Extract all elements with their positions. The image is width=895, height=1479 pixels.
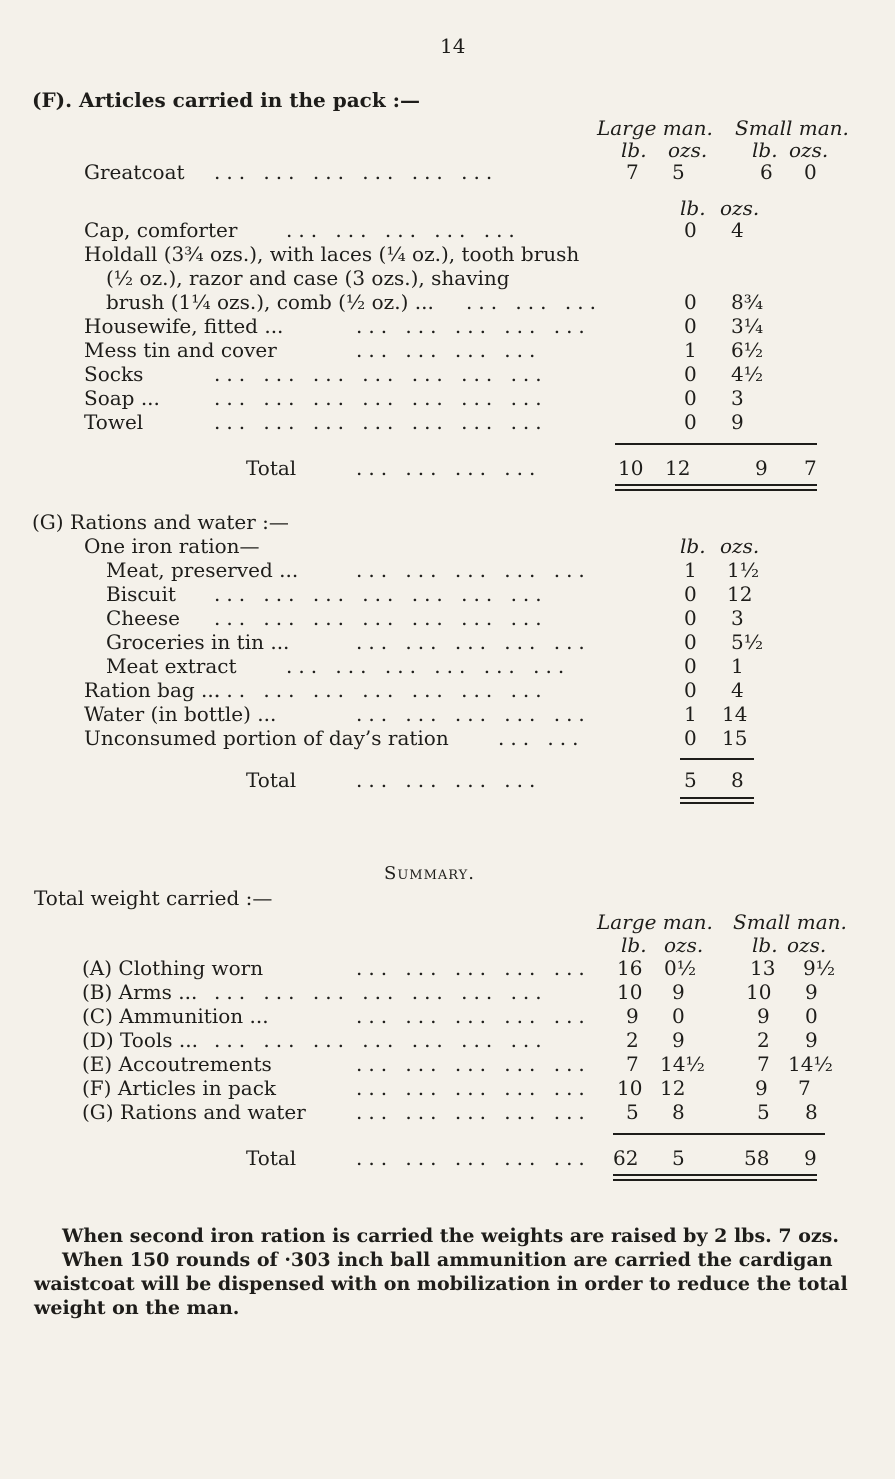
- leader-dots: ... ... ... ... ... ...: [286, 654, 571, 678]
- leader-dots: ... ... ... ... ... ... ...: [214, 606, 548, 630]
- small-lb: 13: [750, 956, 776, 980]
- leader-dots: ... ... ... ... ...: [356, 558, 591, 582]
- leader-dots: ... ... ... ... ...: [356, 702, 591, 726]
- list-item: Cheese: [106, 606, 180, 630]
- item-oz: 3¼: [731, 314, 764, 338]
- unit-lb-large: lb.: [621, 138, 647, 162]
- section-f-heading: (F). Articles carried in the pack :—: [32, 88, 421, 112]
- summary-unit-lb-large: lb.: [621, 933, 647, 957]
- total-small-oz: 7: [804, 456, 817, 480]
- total-large-oz: 12: [665, 456, 691, 480]
- item-lb: 0: [684, 726, 697, 750]
- small-oz: 9: [805, 980, 818, 1004]
- list-item: Meat extract: [106, 654, 237, 678]
- list-item: Ration bag ...: [84, 678, 221, 702]
- total-small-lb: 9: [755, 456, 768, 480]
- unit-ozs-small: ozs.: [789, 138, 829, 162]
- table-row-label: (C) Ammunition ...: [82, 1004, 269, 1028]
- leader-dots: ... ... ... ... ... ... ...: [214, 582, 548, 606]
- item-lb: 1: [684, 558, 697, 582]
- summary-col-large-label: Large man.: [597, 910, 713, 934]
- item-oz: 5½: [731, 630, 764, 654]
- item-oz: 4: [731, 218, 744, 242]
- item-lb: 0: [684, 410, 697, 434]
- leader-dots: ... ... ... ... ... ... ...: [214, 410, 548, 434]
- item-oz: 9: [731, 410, 744, 434]
- small-lb: 5: [757, 1100, 770, 1124]
- leader-dots: ... ... ... ...: [356, 338, 542, 362]
- item-lb: 1: [684, 338, 697, 362]
- note-line: When second iron ration is carried the weights are raised by 2 lbs. 7 ozs.: [62, 1225, 839, 1247]
- small-oz: 9: [805, 1028, 818, 1052]
- large-lb: 2: [626, 1028, 639, 1052]
- table-row-label: (D) Tools ...: [82, 1028, 198, 1052]
- summary-intro: Total weight carried :—: [34, 886, 273, 910]
- leader-dots: ... ... ... ... ...: [356, 1052, 591, 1076]
- unit-ozs-f-items: ozs.: [720, 196, 760, 220]
- large-oz: 9: [672, 1028, 685, 1052]
- small-lb: 2: [757, 1028, 770, 1052]
- item-oz: 4½: [731, 362, 764, 386]
- leader-dots: ... ... ... ... ...: [356, 1076, 591, 1100]
- list-item: Holdall (3¾ ozs.), with laces (¼ oz.), tooth brush: [84, 242, 580, 266]
- rations-double-rule-1: [680, 797, 754, 799]
- total-double-rule-2: [615, 489, 817, 491]
- item-oz: 1: [731, 654, 744, 678]
- list-item: Groceries in tin ...: [106, 630, 290, 654]
- large-oz: 14½: [660, 1052, 705, 1076]
- item-oz: 12: [727, 582, 753, 606]
- greatcoat-large-oz: 5: [672, 160, 685, 184]
- greatcoat-large-lb: 7: [626, 160, 639, 184]
- list-item: Unconsumed portion of day’s ration: [84, 726, 449, 750]
- total-small-lb: 58: [744, 1146, 770, 1170]
- small-oz: 8: [805, 1100, 818, 1124]
- small-oz: 0: [805, 1004, 818, 1028]
- small-oz: 9½: [803, 956, 836, 980]
- total-label: Total: [246, 1146, 297, 1170]
- leader-dots: ... ... ... ...: [356, 456, 542, 480]
- summary-double-rule-1: [613, 1174, 817, 1176]
- total-large-lb: 62: [613, 1146, 639, 1170]
- item-oz: 3: [731, 386, 744, 410]
- unit-ozs-g: ozs.: [720, 534, 760, 558]
- large-lb: 10: [617, 980, 643, 1004]
- table-row-label: (F) Articles in pack: [82, 1076, 277, 1100]
- item-lb: 0: [684, 386, 697, 410]
- total-small-oz: 9: [804, 1146, 817, 1170]
- summary-unit-ozs-large: ozs.: [664, 933, 704, 957]
- list-item: brush (1¼ ozs.), comb (½ oz.) ...: [106, 290, 434, 314]
- total-rule-top: [615, 443, 817, 445]
- item-oz: 14: [722, 702, 748, 726]
- list-item: Socks: [84, 362, 144, 386]
- unit-lb-g: lb.: [680, 534, 706, 558]
- leader-dots: ... ... ... ... ... ... ...: [214, 362, 548, 386]
- col-large-man-label: Large man.: [597, 116, 713, 140]
- list-item: Cap, comforter: [84, 218, 238, 242]
- summary-unit-lb-small: lb.: [752, 933, 778, 957]
- note-line: waistcoat will be dispensed with on mobilization in order to reduce the total: [34, 1273, 848, 1295]
- col-small-man-label: Small man.: [735, 116, 849, 140]
- small-oz: 7: [798, 1076, 811, 1100]
- summary-unit-ozs-small: ozs.: [787, 933, 827, 957]
- iron-ration-subheading: One iron ration—: [84, 534, 260, 558]
- small-oz: 14½: [788, 1052, 833, 1076]
- leader-dots: ... ... ... ... ... ... ...: [214, 1028, 548, 1052]
- summary-double-rule-2: [613, 1179, 817, 1181]
- leader-dots: ... ... ... ...: [356, 768, 542, 792]
- greatcoat-dots: ... ... ... ... ... ...: [214, 160, 499, 184]
- item-oz: 3: [731, 606, 744, 630]
- leader-dots: ... ... ... ... ...: [286, 218, 521, 242]
- leader-dots: ... ... ... ... ...: [356, 630, 591, 654]
- item-lb: 0: [684, 314, 697, 338]
- total-label: Total: [246, 456, 297, 480]
- greatcoat-small-oz: 0: [804, 160, 817, 184]
- list-item: Meat, preserved ...: [106, 558, 299, 582]
- unit-lb-f-items: lb.: [680, 196, 706, 220]
- total-label: Total: [246, 768, 297, 792]
- large-lb: 5: [626, 1100, 639, 1124]
- leader-dots: ... ... ... ... ... ... ...: [214, 386, 548, 410]
- item-oz: 1½: [727, 558, 760, 582]
- table-row-label: (B) Arms ...: [82, 980, 198, 1004]
- section-g-heading: (G) Rations and water :—: [32, 510, 289, 534]
- list-item: Towel: [84, 410, 144, 434]
- large-lb: 10: [617, 1076, 643, 1100]
- note-line: When 150 rounds of ·303 inch ball ammunition are carried the cardigan: [62, 1249, 833, 1271]
- small-lb: 9: [755, 1076, 768, 1100]
- list-item: Mess tin and cover: [84, 338, 277, 362]
- large-oz: 0½: [664, 956, 697, 980]
- item-oz: 15: [722, 726, 748, 750]
- small-lb: 10: [746, 980, 772, 1004]
- item-lb: 1: [684, 702, 697, 726]
- large-oz: 12: [660, 1076, 686, 1100]
- greatcoat-label: Greatcoat: [84, 160, 185, 184]
- total-oz: 8: [731, 768, 744, 792]
- item-lb: 0: [684, 654, 697, 678]
- leader-dots: ... ...: [498, 726, 585, 750]
- item-oz: 4: [731, 678, 744, 702]
- leader-dots: ... ... ... ... ...: [356, 956, 591, 980]
- small-lb: 9: [757, 1004, 770, 1028]
- table-row-label: (E) Accoutrements: [82, 1052, 272, 1076]
- list-item: Water (in bottle) ...: [84, 702, 277, 726]
- item-lb: 0: [684, 218, 697, 242]
- leader-dots: ... ... ...: [466, 290, 602, 314]
- large-lb: 7: [626, 1052, 639, 1076]
- item-lb: 0: [684, 678, 697, 702]
- table-row-label: (G) Rations and water: [82, 1100, 306, 1124]
- summary-col-small-label: Small man.: [733, 910, 847, 934]
- note-line: weight on the man.: [34, 1297, 240, 1319]
- item-lb: 0: [684, 290, 697, 314]
- small-lb: 7: [757, 1052, 770, 1076]
- large-oz: 8: [672, 1100, 685, 1124]
- leader-dots: ... ... ... ... ... ... ...: [214, 678, 548, 702]
- large-oz: 9: [672, 980, 685, 1004]
- total-lb: 5: [684, 768, 697, 792]
- summary-total-rule-top: [613, 1133, 825, 1135]
- list-item: Biscuit: [106, 582, 176, 606]
- large-lb: 16: [617, 956, 643, 980]
- large-oz: 0: [672, 1004, 685, 1028]
- large-lb: 9: [626, 1004, 639, 1028]
- item-lb: 0: [684, 582, 697, 606]
- greatcoat-small-lb: 6: [760, 160, 773, 184]
- total-large-oz: 5: [672, 1146, 685, 1170]
- item-oz: 8¾: [731, 290, 764, 314]
- page-number: 14: [440, 34, 466, 58]
- unit-ozs-large: ozs.: [668, 138, 708, 162]
- summary-title: Summary.: [384, 863, 475, 884]
- list-item: (½ oz.), razor and case (3 ozs.), shaving: [106, 266, 510, 290]
- item-oz: 6½: [731, 338, 764, 362]
- leader-dots: ... ... ... ... ...: [356, 1004, 591, 1028]
- rations-total-rule-top: [680, 758, 754, 760]
- leader-dots: ... ... ... ... ...: [356, 1100, 591, 1124]
- item-lb: 0: [684, 362, 697, 386]
- list-item: Housewife, fitted ...: [84, 314, 284, 338]
- unit-lb-small: lb.: [752, 138, 778, 162]
- item-lb: 0: [684, 630, 697, 654]
- list-item: Soap ...: [84, 386, 160, 410]
- rations-double-rule-2: [680, 802, 754, 804]
- leader-dots: ... ... ... ... ... ... ...: [214, 980, 548, 1004]
- item-lb: 0: [684, 606, 697, 630]
- table-row-label: (A) Clothing worn: [82, 956, 264, 980]
- leader-dots: ... ... ... ... ...: [356, 314, 591, 338]
- leader-dots: ... ... ... ... ...: [356, 1146, 591, 1170]
- total-large-lb: 10: [618, 456, 644, 480]
- total-double-rule-1: [615, 484, 817, 486]
